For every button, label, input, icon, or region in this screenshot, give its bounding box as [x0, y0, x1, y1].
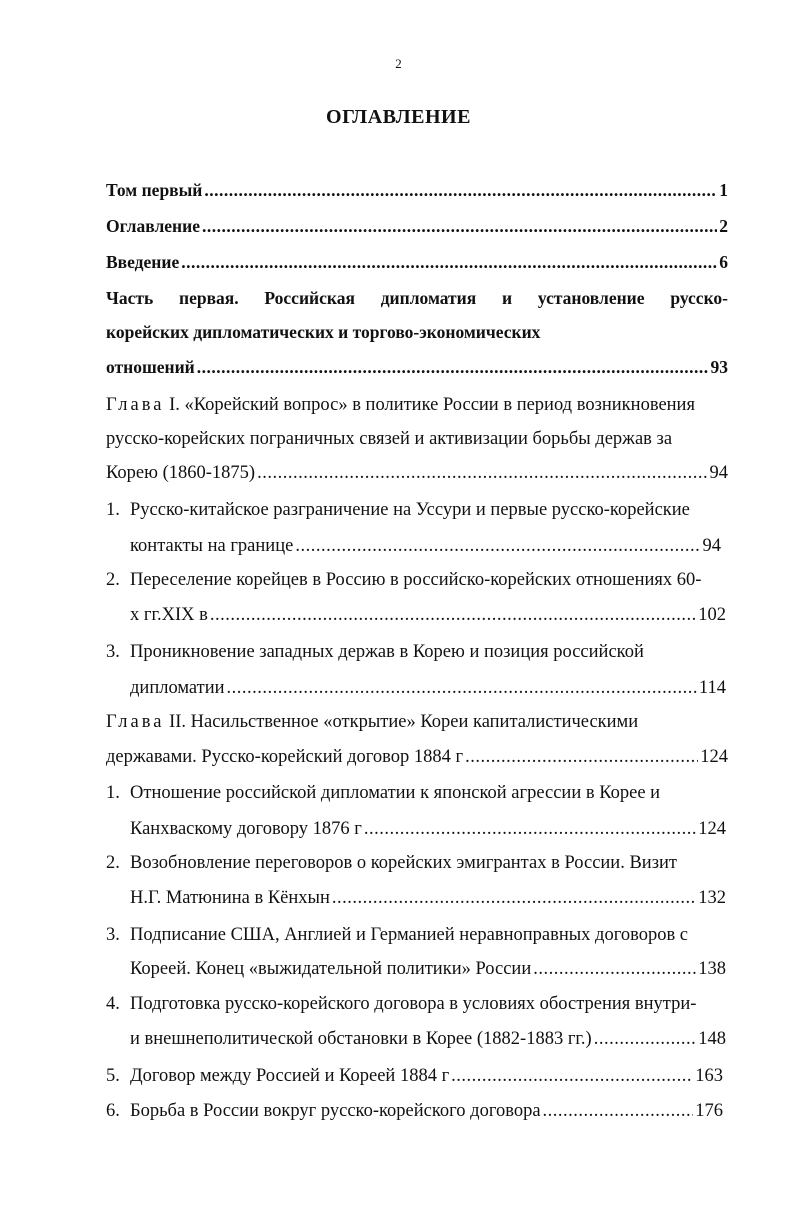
toc-section-1-1-line-1[interactable]	[106, 496, 728, 524]
toc-chapter-one-line-2[interactable]: русско-корейских пограничных связей и активизации борьбы держав за	[106, 429, 673, 449]
toc-chapter-one-line-3[interactable]	[106, 459, 728, 487]
toc-section-2-1-line-1[interactable]	[106, 779, 728, 807]
toc-entry-page: 6	[719, 252, 728, 272]
toc-part-one-line-2[interactable]: корейских дипломатических и торгово-экономических	[106, 322, 541, 342]
toc-section-1-3-line-1[interactable]	[106, 638, 728, 666]
toc-section-1-3-line-2[interactable]	[130, 674, 726, 702]
page-title: ОГЛАВЛЕНИЕ	[326, 106, 471, 128]
toc-section-1-2-line-1[interactable]	[106, 566, 728, 594]
toc-entry-introduction[interactable]	[106, 248, 728, 276]
section-number: 1.	[106, 783, 120, 803]
toc-entry-page: 148	[698, 1029, 726, 1049]
toc-entry-page: 102	[698, 605, 726, 625]
toc-entry-volume-one[interactable]	[106, 176, 728, 204]
toc-entry-page: 132	[698, 888, 726, 908]
section-number: 4.	[106, 994, 120, 1014]
toc-section-1-1-line-2[interactable]	[130, 532, 721, 560]
toc-entry-text: Оглавление	[106, 216, 200, 236]
toc-section-2-3-line-1[interactable]	[106, 921, 728, 949]
toc-entry-page: 124	[700, 747, 728, 767]
toc-entry-text: державами. Русско-корейский договор 1884 г	[106, 747, 464, 767]
toc-entry-text: Том первый	[106, 180, 203, 200]
toc-entry-text: Кореей. Конец «выжидательной политики» России	[130, 959, 532, 979]
toc-entry-text: Канхваскому договору 1876 г	[130, 819, 362, 839]
section-title: Возобновление переговоров о корейских эмигрантах в России. Визит	[130, 853, 677, 873]
toc-entry-page: 114	[698, 678, 726, 698]
section-title: Подготовка русско-корейского договора в условиях обострения внутри-	[130, 994, 697, 1014]
toc-entry-page: 94	[709, 463, 728, 483]
section-title: Договор между Россией и Кореей 1884 г	[130, 1066, 450, 1086]
section-number: 2.	[106, 853, 120, 873]
section-title: Переселение корейцев в Россию в российско-корейских отношениях 60-	[130, 570, 702, 590]
toc-entry-contents[interactable]	[106, 212, 728, 240]
section-title: Отношение российской дипломатии к японской агрессии в Корее и	[130, 783, 661, 803]
toc-entry-text: дипломатии	[130, 678, 225, 698]
toc-section-2-2-line-1[interactable]	[106, 849, 728, 877]
section-number: 5.	[106, 1066, 120, 1086]
toc-section-2-5[interactable]	[106, 1062, 723, 1090]
section-title: Борьба в России вокруг русско-корейского договора	[130, 1101, 541, 1121]
toc-entry-text: и внешнеполитической обстановки в Корее (1882-1883 гг.)	[130, 1029, 592, 1049]
section-number: 6.	[106, 1101, 120, 1121]
toc-section-2-4-line-1[interactable]	[106, 990, 728, 1018]
toc-entry-text: Корею (1860-1875)	[106, 463, 256, 483]
toc-entry-page: 94	[702, 536, 721, 556]
chapter-title: I. «Корейский вопрос» в политике России в период возникновения	[164, 395, 695, 415]
toc-chapter-two-line-2[interactable]	[106, 743, 728, 771]
toc-entry-page: 93	[710, 357, 728, 377]
toc-entry-text: отношений	[106, 357, 195, 377]
chapter-title: II. Насильственное «открытие» Кореи капиталистическими	[164, 712, 639, 732]
section-number: 3.	[106, 925, 120, 945]
toc-entry-page: 2	[719, 216, 728, 236]
toc-section-2-6[interactable]	[106, 1097, 723, 1125]
toc-entry-page: 1	[719, 180, 728, 200]
toc-section-1-2-line-2[interactable]	[130, 601, 726, 629]
toc-entry-text: Н.Г. Матюнина в Кёнхын	[130, 888, 330, 908]
section-number: 2.	[106, 570, 120, 590]
toc-section-2-3-line-2[interactable]	[130, 955, 726, 983]
chapter-word: Глава	[106, 712, 165, 732]
chapter-word: Глава	[106, 395, 165, 415]
section-title: Подписание США, Англией и Германией неравноправных договоров с	[130, 925, 689, 945]
toc-entry-page: 176	[695, 1101, 723, 1121]
toc-entry-text: контакты на границе	[130, 536, 294, 556]
section-number: 1.	[106, 500, 120, 520]
toc-part-one-line-1[interactable]: Часть первая. Российская дипломатия и установление русско-	[106, 288, 728, 308]
toc-entry-text: Введение	[106, 252, 180, 272]
toc-section-2-1-line-2[interactable]	[130, 815, 726, 843]
toc-entry-page: 163	[695, 1066, 723, 1086]
toc-chapter-one-line-1[interactable]	[106, 391, 728, 419]
toc-entry-page: 124	[698, 819, 726, 839]
section-number: 3.	[106, 642, 120, 662]
page-number: 2	[395, 56, 402, 71]
toc-entry-page: 138	[698, 959, 726, 979]
section-title: Проникновение западных держав в Корею и позиция российской	[130, 642, 644, 662]
toc-part-one-line-3[interactable]	[106, 353, 728, 381]
toc-chapter-two-line-1[interactable]	[106, 708, 728, 736]
toc-section-2-4-line-2[interactable]	[130, 1025, 726, 1053]
section-title: Русско-китайское разграничение на Уссури и первые русско-корейские	[130, 500, 690, 520]
toc-section-2-2-line-2[interactable]	[130, 884, 726, 912]
toc-entry-text: х гг.XIX в	[130, 605, 208, 625]
